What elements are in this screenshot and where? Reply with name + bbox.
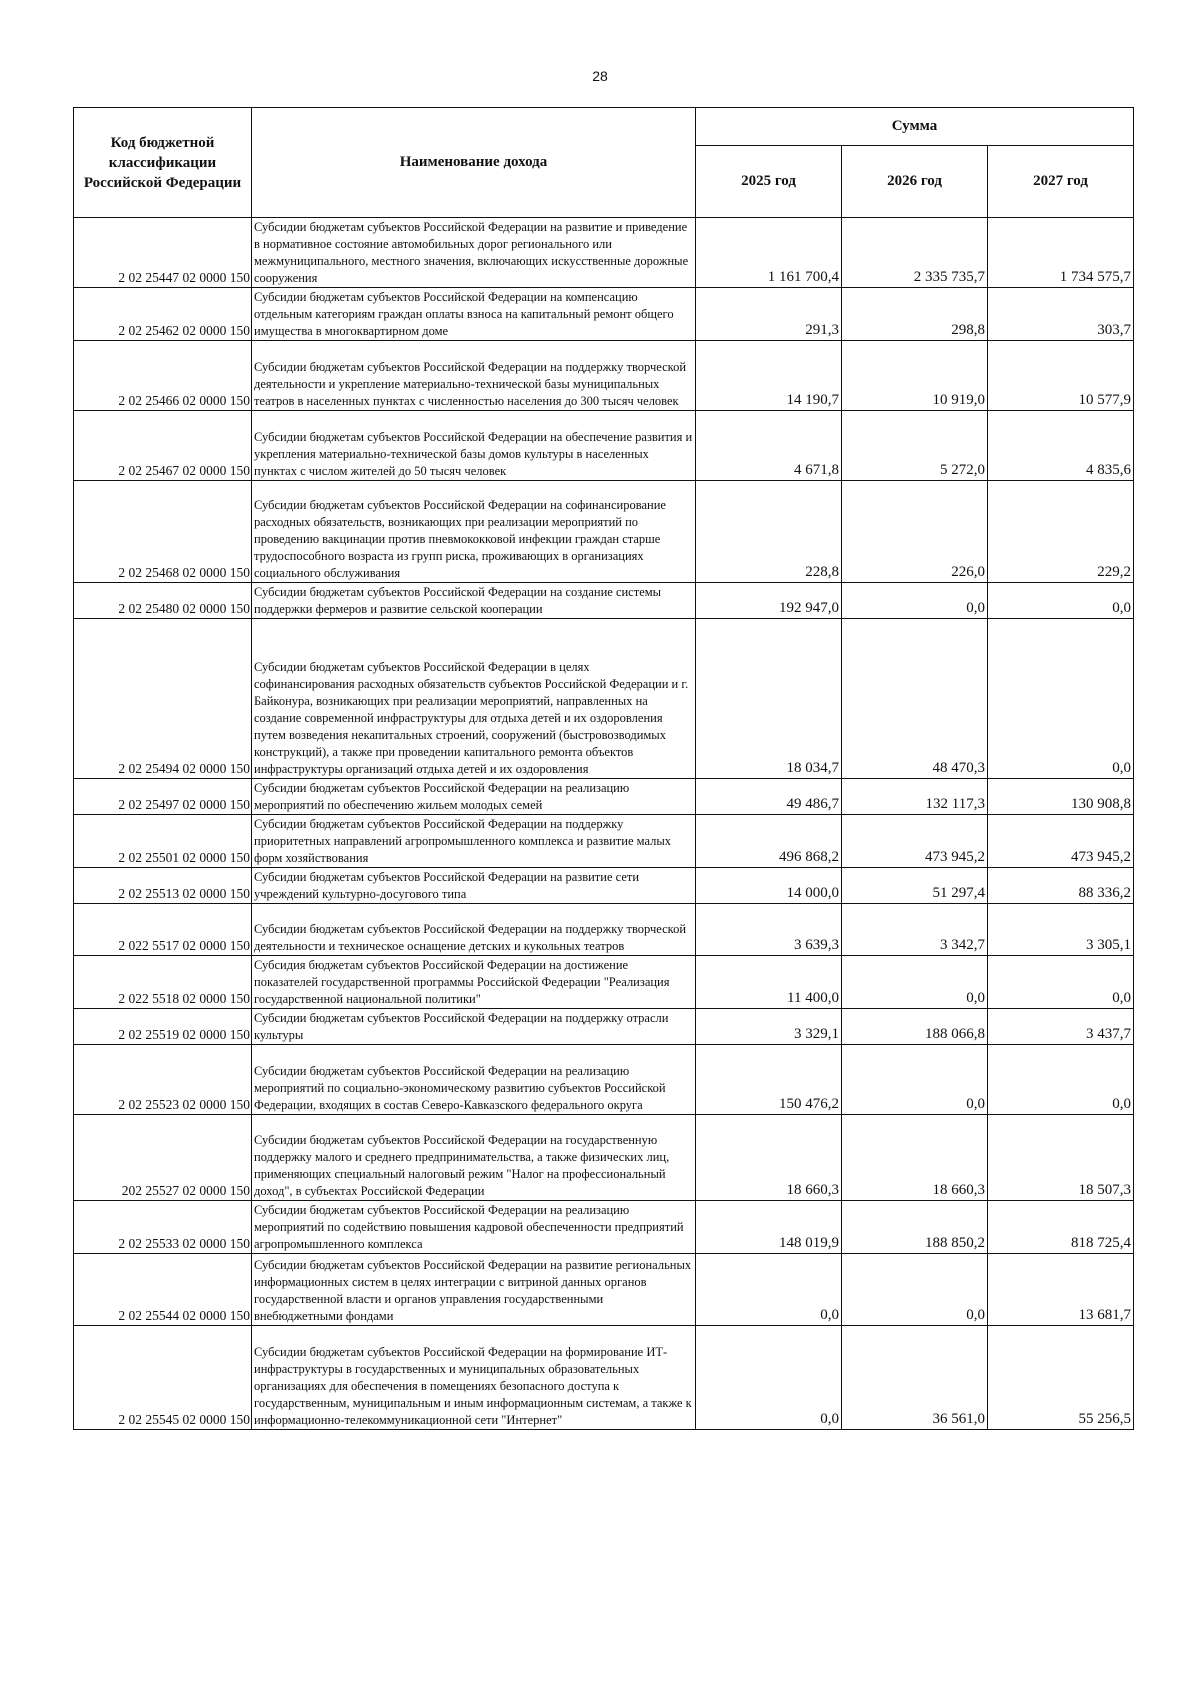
row-name: Субсидии бюджетам субъектов Российской Федерации на поддержку приоритетных направлений агропромышленного комплекса и развитие малых форм хозяйствования bbox=[252, 815, 696, 868]
row-code: 2 02 25480 02 0000 150 bbox=[74, 583, 252, 619]
row-code: 2 02 25462 02 0000 150 bbox=[74, 288, 252, 341]
table-row bbox=[74, 218, 1134, 288]
table-row bbox=[74, 1201, 1134, 1254]
table-row bbox=[74, 1326, 1134, 1430]
row-value-2025: 11 400,0 bbox=[696, 956, 842, 1009]
row-value-2027: 818 725,4 bbox=[988, 1201, 1134, 1254]
header-name-column: Наименование дохода bbox=[252, 108, 696, 218]
table-row bbox=[74, 815, 1134, 868]
row-value-2026: 2 335 735,7 bbox=[842, 218, 988, 288]
row-value-2027: 18 507,3 bbox=[988, 1115, 1134, 1201]
row-value-2026: 51 297,4 bbox=[842, 868, 988, 904]
row-value-2026: 298,8 bbox=[842, 288, 988, 341]
row-name: Субсидии бюджетам субъектов Российской Федерации на поддержку отрасли культуры bbox=[252, 1009, 696, 1045]
row-code: 2 02 25468 02 0000 150 bbox=[74, 481, 252, 583]
row-value-2027: 303,7 bbox=[988, 288, 1134, 341]
row-value-2027: 0,0 bbox=[988, 619, 1134, 779]
table-row bbox=[74, 481, 1134, 583]
row-code: 2 02 25494 02 0000 150 bbox=[74, 619, 252, 779]
header-year-2027: 2027 год bbox=[988, 146, 1134, 218]
row-code: 2 02 25523 02 0000 150 bbox=[74, 1045, 252, 1115]
row-value-2025: 0,0 bbox=[696, 1254, 842, 1326]
row-code: 2 022 5517 02 0000 150 bbox=[74, 904, 252, 956]
row-name: Субсидии бюджетам субъектов Российской Федерации в целях софинансирования расходных обязательств субъектов Российской Федерации и г. Байконура, возникающих при реализации мероприятий, направленных на создание современной инфраструктуры для отдыха детей и их оздоровления путем возведения некапитальных строений, сооружений (быстровозводимых конструкций), а также при проведении капитального ремонта объектов инфраструктуры организаций отдыха детей и их оздоровления bbox=[252, 619, 696, 779]
row-value-2026: 132 117,3 bbox=[842, 779, 988, 815]
row-name: Субсидии бюджетам субъектов Российской Федерации на софинансирование расходных обязательств, возникающих при реализации мероприятий по проведению вакцинации против пневмококковой инфекции граждан старше трудоспособного возраста из групп риска, проживающих в организациях социального обслуживания bbox=[252, 481, 696, 583]
row-value-2026: 188 850,2 bbox=[842, 1201, 988, 1254]
table-row bbox=[74, 779, 1134, 815]
table-row bbox=[74, 904, 1134, 956]
header-year-2025: 2025 год bbox=[696, 146, 842, 218]
table-body bbox=[74, 218, 1134, 1430]
row-value-2027: 4 835,6 bbox=[988, 411, 1134, 481]
row-value-2027: 130 908,8 bbox=[988, 779, 1134, 815]
header-sum: Сумма bbox=[696, 108, 1134, 146]
row-value-2026: 0,0 bbox=[842, 956, 988, 1009]
row-code: 2 02 25497 02 0000 150 bbox=[74, 779, 252, 815]
row-value-2027: 3 437,7 bbox=[988, 1009, 1134, 1045]
row-value-2027: 88 336,2 bbox=[988, 868, 1134, 904]
row-value-2027: 0,0 bbox=[988, 956, 1134, 1009]
table-row bbox=[74, 411, 1134, 481]
row-value-2027: 229,2 bbox=[988, 481, 1134, 583]
row-value-2025: 4 671,8 bbox=[696, 411, 842, 481]
table-row bbox=[74, 341, 1134, 411]
table-row bbox=[74, 288, 1134, 341]
table-row bbox=[74, 956, 1134, 1009]
row-value-2026: 10 919,0 bbox=[842, 341, 988, 411]
row-value-2025: 49 486,7 bbox=[696, 779, 842, 815]
row-name: Субсидии бюджетам субъектов Российской Федерации на создание системы поддержки фермеров и развитие сельской кооперации bbox=[252, 583, 696, 619]
row-name: Субсидии бюджетам субъектов Российской Федерации на поддержку творческой деятельности и укрепление материально-технической базы муниципальных театров в населенных пунктах с численностью населения до 300 тысяч человек bbox=[252, 341, 696, 411]
row-value-2026: 0,0 bbox=[842, 1254, 988, 1326]
row-value-2026: 3 342,7 bbox=[842, 904, 988, 956]
page-number: 28 bbox=[592, 68, 608, 84]
row-value-2025: 18 660,3 bbox=[696, 1115, 842, 1201]
row-name: Субсидии бюджетам субъектов Российской Федерации на компенсацию отдельным категориям граждан оплаты взноса на капитальный ремонт общего имущества в многоквартирном доме bbox=[252, 288, 696, 341]
table-row bbox=[74, 868, 1134, 904]
row-name: Субсидии бюджетам субъектов Российской Федерации на формирование ИТ-инфраструктуры в государственных и муниципальных образовательных организациях для обеспечения в помещениях безопасного доступа к государственным, муниципальным и иным информационным системам, а также к информационно-телекоммуникационной сети "Интернет" bbox=[252, 1326, 696, 1430]
row-value-2027: 1 734 575,7 bbox=[988, 218, 1134, 288]
row-value-2026: 0,0 bbox=[842, 583, 988, 619]
table-row bbox=[74, 1115, 1134, 1201]
row-code: 2 02 25545 02 0000 150 bbox=[74, 1326, 252, 1430]
row-name: Субсидии бюджетам субъектов Российской Федерации на государственную поддержку малого и среднего предпринимательства, а также физических лиц, применяющих специальный налоговый режим "Налог на профессиональный доход", в субъектах Российской Федерации bbox=[252, 1115, 696, 1201]
row-value-2025: 0,0 bbox=[696, 1326, 842, 1430]
row-value-2025: 3 639,3 bbox=[696, 904, 842, 956]
row-code: 2 02 25513 02 0000 150 bbox=[74, 868, 252, 904]
row-name: Субсидия бюджетам субъектов Российской Федерации на достижение показателей государственной программы Российской Федерации "Реализация государственной национальной политики" bbox=[252, 956, 696, 1009]
row-value-2026: 18 660,3 bbox=[842, 1115, 988, 1201]
row-value-2025: 1 161 700,4 bbox=[696, 218, 842, 288]
row-value-2025: 150 476,2 bbox=[696, 1045, 842, 1115]
row-name: Субсидии бюджетам субъектов Российской Федерации на реализацию мероприятий по содействию повышения кадровой обеспеченности предприятий агропромышленного комплекса bbox=[252, 1201, 696, 1254]
row-value-2026: 36 561,0 bbox=[842, 1326, 988, 1430]
row-value-2026: 0,0 bbox=[842, 1045, 988, 1115]
row-value-2025: 14 000,0 bbox=[696, 868, 842, 904]
row-value-2025: 192 947,0 bbox=[696, 583, 842, 619]
row-value-2025: 3 329,1 bbox=[696, 1009, 842, 1045]
row-code: 2 02 25544 02 0000 150 bbox=[74, 1254, 252, 1326]
table-row bbox=[74, 1254, 1134, 1326]
table-row bbox=[74, 583, 1134, 619]
row-value-2026: 473 945,2 bbox=[842, 815, 988, 868]
row-value-2027: 10 577,9 bbox=[988, 341, 1134, 411]
row-value-2026: 5 272,0 bbox=[842, 411, 988, 481]
row-code: 202 25527 02 0000 150 bbox=[74, 1115, 252, 1201]
row-value-2027: 55 256,5 bbox=[988, 1326, 1134, 1430]
row-value-2025: 18 034,7 bbox=[696, 619, 842, 779]
row-value-2026: 226,0 bbox=[842, 481, 988, 583]
row-name: Субсидии бюджетам субъектов Российской Федерации на развитие и приведение в нормативное состояние автомобильных дорог регионального или межмуниципального, местного значения, включающих искусственные дорожные сооружения bbox=[252, 218, 696, 288]
row-value-2025: 496 868,2 bbox=[696, 815, 842, 868]
table-row bbox=[74, 1009, 1134, 1045]
income-table-container bbox=[73, 107, 1133, 1430]
row-value-2025: 14 190,7 bbox=[696, 341, 842, 411]
row-name: Субсидии бюджетам субъектов Российской Федерации на реализацию мероприятий по социально-экономическому развитию субъектов Российской Федерации, входящих в состав Северо-Кавказского федерального округа bbox=[252, 1045, 696, 1115]
income-table bbox=[73, 107, 1134, 1430]
row-code: 2 02 25447 02 0000 150 bbox=[74, 218, 252, 288]
row-name: Субсидии бюджетам субъектов Российской Федерации на развитие сети учреждений культурно-досугового типа bbox=[252, 868, 696, 904]
row-value-2025: 148 019,9 bbox=[696, 1201, 842, 1254]
header-year-2026: 2026 год bbox=[842, 146, 988, 218]
row-name: Субсидии бюджетам субъектов Российской Федерации на реализацию мероприятий по обеспечению жильем молодых семей bbox=[252, 779, 696, 815]
row-value-2027: 13 681,7 bbox=[988, 1254, 1134, 1326]
row-code: 2 02 25467 02 0000 150 bbox=[74, 411, 252, 481]
header-code-column: Код бюджетной классификации Российской Федерации bbox=[74, 108, 252, 218]
row-code: 2 022 5518 02 0000 150 bbox=[74, 956, 252, 1009]
row-value-2027: 0,0 bbox=[988, 583, 1134, 619]
row-value-2026: 48 470,3 bbox=[842, 619, 988, 779]
row-name: Субсидии бюджетам субъектов Российской Федерации на обеспечение развития и укрепления материально-технической базы домов культуры в населенных пунктах с числом жителей до 50 тысяч человек bbox=[252, 411, 696, 481]
row-code: 2 02 25501 02 0000 150 bbox=[74, 815, 252, 868]
row-value-2027: 473 945,2 bbox=[988, 815, 1134, 868]
table-header bbox=[74, 108, 1134, 218]
row-value-2027: 3 305,1 bbox=[988, 904, 1134, 956]
row-value-2026: 188 066,8 bbox=[842, 1009, 988, 1045]
row-value-2025: 291,3 bbox=[696, 288, 842, 341]
table-row bbox=[74, 1045, 1134, 1115]
row-name: Субсидии бюджетам субъектов Российской Федерации на развитие региональных информационных систем в целях интеграции с витриной данных органов государственной власти и органов управления государственными внебюджетными фондами bbox=[252, 1254, 696, 1326]
table-row bbox=[74, 619, 1134, 779]
row-code: 2 02 25466 02 0000 150 bbox=[74, 341, 252, 411]
row-value-2025: 228,8 bbox=[696, 481, 842, 583]
row-code: 2 02 25533 02 0000 150 bbox=[74, 1201, 252, 1254]
row-code: 2 02 25519 02 0000 150 bbox=[74, 1009, 252, 1045]
row-value-2027: 0,0 bbox=[988, 1045, 1134, 1115]
row-name: Субсидии бюджетам субъектов Российской Федерации на поддержку творческой деятельности и техническое оснащение детских и кукольных театров bbox=[252, 904, 696, 956]
